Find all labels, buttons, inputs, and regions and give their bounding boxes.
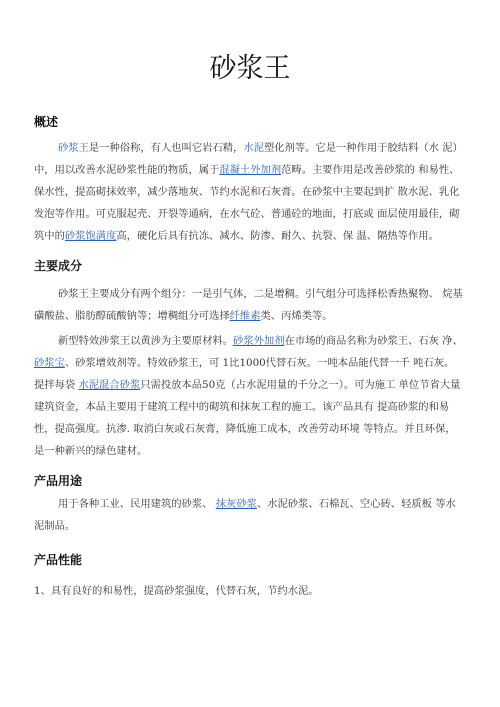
link-mortar-treasure[interactable]: 砂浆宝 [34,357,65,369]
overview-paragraph: 砂浆王是一种俗称，有人也叫它岩石精，水泥塑化剂等。它是一种作用于胶结料（水 泥）中，用以改善水泥砂浆性能的物质，属于混凝土外加剂范畴。主要作用是改善砂浆的 和易性、保水性，提高砌抹效率，减少落地灰、节约水泥和石灰膏。在砂浆中主要起到扩 散水泥、乳化发泡等作用。可克服起壳、开裂等通病，在水气砼、普通砼的地面，打底或 面层使用最佳，砌筑中的砂浆饱满度高，硬化后具有抗冻、减水、防渗、耐久、抗裂、保 温、隔热等作用。 [34,142,463,242]
page-title: 砂浆王 [209,53,291,84]
link-mortar-fullness[interactable]: 砂浆饱满度 [64,230,117,242]
link-concrete-admixture[interactable]: 混凝土外加剂 [219,164,282,176]
link-plastering-mortar[interactable]: 抹灰砂浆 [215,498,257,510]
components-paragraph-2: 新型特效涉浆王以黄涉为主要原材料。砂浆外加剂在市场的商品名称为砂浆王、石灰 净、砂浆宝、砂浆增效剂等。特效砂浆王，可 1比1000代替石灰。一吨本品能代替一千 吨石灰。提拌每袋 水泥混合砂浆只需投放本品50克（占水泥用量的千分之一）。可为施工 单位节省大量建筑资金，本品主要用于建筑工程中的砌筑和抹灰工程的施工。该产品具有 提高砂浆的和易性，提高强度。抗渗. 取消白灰或石灰膏，降低施工成本，改善劳动环境 等特点。并且环保，是一种新兴的绿色建材。 [34,335,463,457]
term-cement: 水泥 [243,142,264,154]
section-heading-performance: 产品性能 [34,553,83,567]
link-mortar-admixture[interactable]: 砂浆外加剂 [233,335,285,347]
performance-item-1: 1、具有良好的和易性，提高砂浆强度，代替石灰，节约水泥。 [34,585,319,597]
term-shajiangwang: 砂浆王 [58,142,89,154]
link-cement-mixed-mortar[interactable]: 水泥混合砂浆 [78,379,141,391]
section-heading-uses: 产品用途 [34,474,83,488]
section-heading-components: 主要成分 [34,259,83,273]
uses-paragraph: 用于各种工业、民用建筑的砂浆、 抹灰砂浆、水泥砂浆、石棉瓦、空心砖、轻质板 等水泥制品。 [34,498,456,532]
section-heading-overview: 概述 [34,115,59,129]
link-cellulose[interactable]: 纤维素 [229,310,261,322]
components-paragraph-1: 砂浆王主要成分有两个组分：一是引气体，二是增稠。引气组分可选择松香热聚物、 烷基磺酸盐、脂肪醇硫酸钠等；增稠组分可选择纤维素类、丙烯类等。 [34,288,463,322]
